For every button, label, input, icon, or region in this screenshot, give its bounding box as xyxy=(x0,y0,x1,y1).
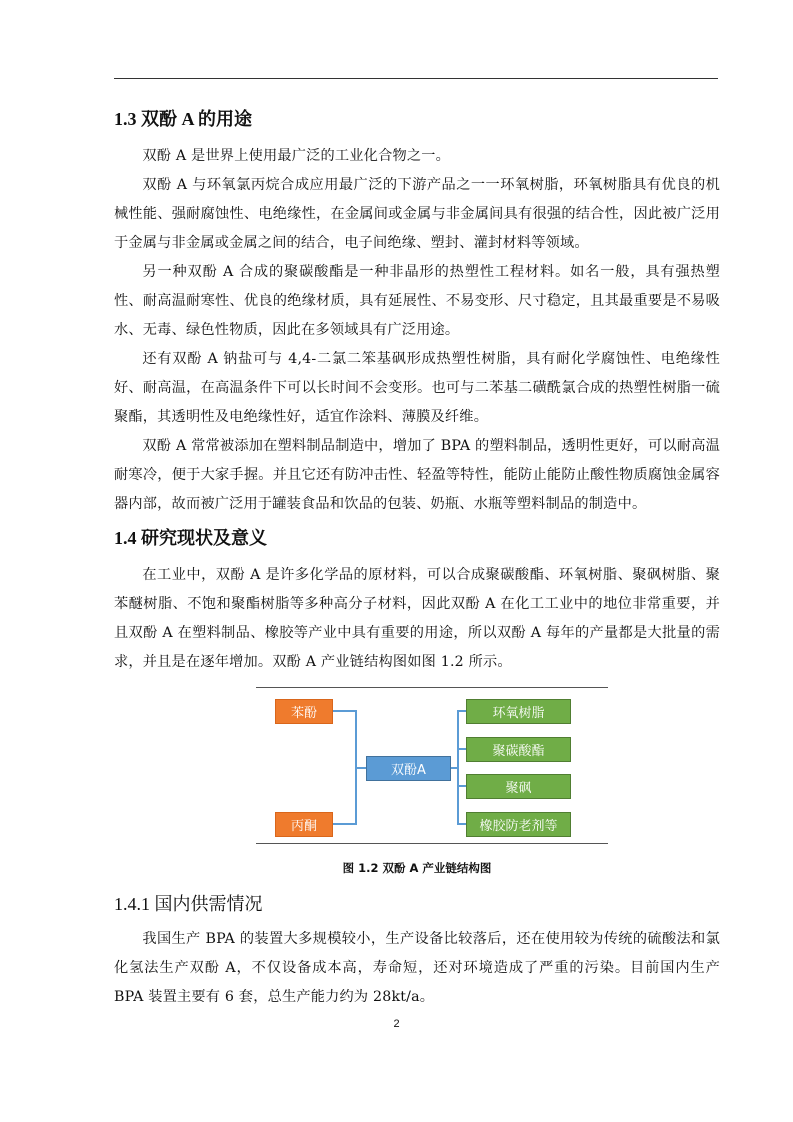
paragraph: 在工业中，双酚 A 是许多化学品的原材料，可以合成聚碳酸酯、环氧树脂、聚砜树脂、聚苯醚树脂、不饱和聚酯树脂等多种高分子材料，因此双酚 A 在化工工业中的地位非常重要，并且双酚 A 在塑料制品、橡胶等产业中具有重要的用途，所以双酚 A 每年的产量都是大批量的需求，并且是在逐年增加。双酚 A 产业链结构图如图 1.2 所示。 xyxy=(114,567,720,670)
section-title-1-4-1: 1.4.1 国内供需情况 xyxy=(114,894,263,914)
connector-line xyxy=(332,823,356,825)
figure-bottom-rule xyxy=(256,843,608,844)
input-box-phenol: 苯酚 xyxy=(275,699,333,724)
paragraph: 双酚 A 与环氧氯丙烷合成应用最广泛的下游产品之一一环氧树脂，环氧树脂具有优良的机械性能、强耐腐蚀性、电绝缘性，在金属间或金属与非金属间具有很强的结合性，因此被广泛用于金属与非金属或金属之间的结合，电子间绝缘、塑封、灌封材料等领域。 xyxy=(114,177,720,251)
section-title-1-3: 1.3 双酚 A 的用途 xyxy=(114,109,253,129)
output-box-polycarbonate: 聚碳酸酯 xyxy=(466,737,571,762)
figure-top-rule xyxy=(256,687,608,688)
paragraph: 还有双酚 A 钠盐可与 4,4-二氯二笨基砜形成热塑性树脂，具有耐化学腐蚀性、电绝缘性好、耐高温，在高温条件下可以长时间不会变形。也可与二苯基二磺酰氯合成的热塑性树脂一硫聚酯，其透明性及电绝缘性好，适宜作涂料、薄膜及纤维。 xyxy=(114,351,720,425)
paragraph: 我国生产 BPA 的装置大多规模较小，生产设备比较落后，还在使用较为传统的硫酸法和氯化氢法生产双酚 A，不仅设备成本高，寿命短，还对环境造成了严重的污染。目前国内生产 BPA 装置主要有 6 套，总生产能力约为 28kt/a。 xyxy=(114,931,720,1005)
connector-line xyxy=(458,710,466,712)
center-box-bpa: 双酚A xyxy=(366,756,451,781)
output-box-epoxy: 环氧树脂 xyxy=(466,699,571,724)
page-content xyxy=(114,100,720,1012)
connector-line xyxy=(458,823,466,825)
input-box-acetone: 丙酮 xyxy=(275,812,333,837)
output-box-polysulfone: 聚砜 xyxy=(466,774,571,799)
connector-line xyxy=(332,710,356,712)
section-title-1-4: 1.4 研究现状及意义 xyxy=(114,528,267,548)
header-rule xyxy=(114,78,718,79)
paragraph: 双酚 A 是世界上使用最广泛的工业化合物之一。 xyxy=(142,148,451,164)
connector-line xyxy=(457,710,459,825)
figure-caption: 图 1.2 双酚 A 产业链结构图 xyxy=(342,861,492,875)
output-box-antioxidant: 橡胶防老剂等 xyxy=(466,812,571,837)
connector-line xyxy=(458,785,466,787)
connector-line xyxy=(458,748,466,750)
paragraph: 双酚 A 常常被添加在塑料制品制造中，增加了 BPA 的塑料制品，透明性更好，可以耐高温耐寒冷，便于大家手握。并且它还有防冲击性、轻盈等特性，能防止能防止酸性物质腐蚀金属容器内部，故而被广泛用于罐装食品和饮品的包装、奶瓶、水瓶等塑料制品的制造中。 xyxy=(114,438,720,512)
paragraph: 另一种双酚 A 合成的聚碳酸酯是一种非晶形的热塑性工程材料。如名一般，具有强热塑性、耐高温耐寒性、优良的绝缘材质，具有延展性、不易变形、尺寸稳定，且其最重要是不易吸水、无毒、绿色性物质，因此在多领域具有广泛用途。 xyxy=(114,264,720,338)
page-number: 2 xyxy=(393,1018,400,1030)
industry-chain-figure xyxy=(114,683,720,853)
connector-line xyxy=(356,767,366,769)
